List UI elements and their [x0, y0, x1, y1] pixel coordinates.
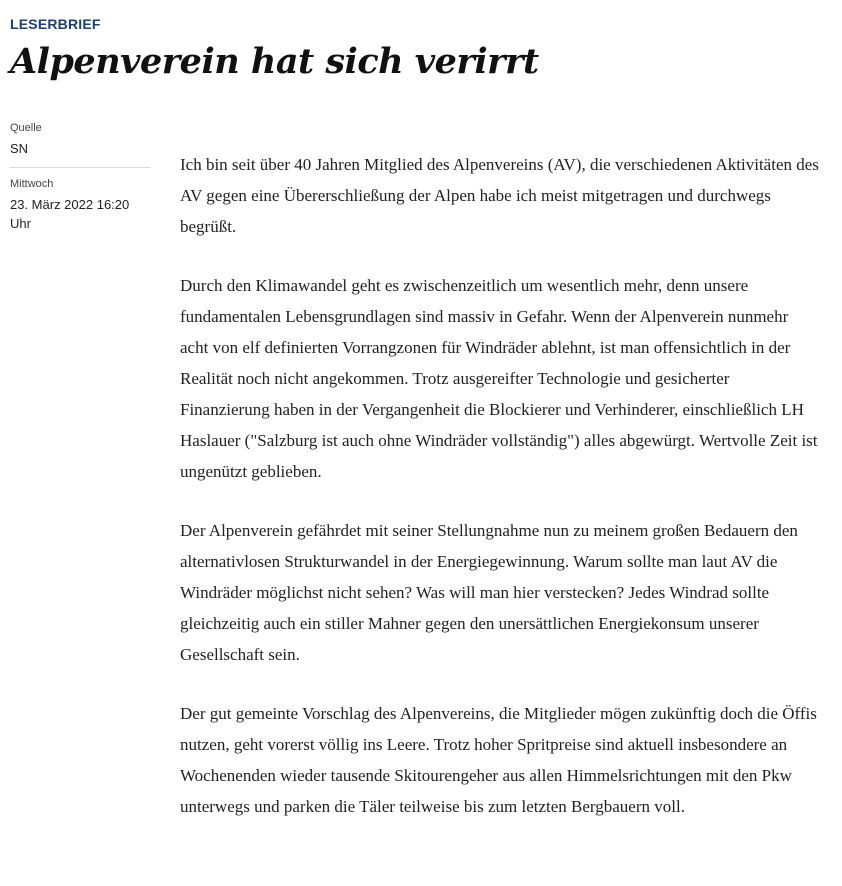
article-paragraph: Ich bin seit über 40 Jahren Mitglied des Alpenvereins (AV), die verschiedenen Aktivitäten des AV gegen eine Übererschließung der Alpen habe ich meist mitgetragen und durchwegs begrüßt.	[180, 155, 819, 236]
source-value: SN	[10, 141, 29, 156]
article-paragraph: Der Alpenverein gefährdet mit seiner Stellungnahme nun zu meinem großen Bedauern den alternativlosen Strukturwandel in der Energiegewinnung. Warum sollte man laut AV die Windräder möglichst nicht sehen? Was will man hier verstecken? Jedes Windrad sollte gleichzeitig auch ein stiller Mahner gegen den unersättlichen Energiekonsum unserer Gesellschaft sein.	[180, 521, 798, 664]
article-body	[180, 149, 820, 850]
article-paragraph: Durch den Klimawandel geht es zwischenzeitlich um wesentlich mehr, denn unsere fundamentalen Lebensgrundlagen sind massiv in Gefahr. Wenn der Alpenverein nunmehr acht von elf definierten Vorrangzonen für Windräder ablehnt, ist man offensichtlich in der Realität noch nicht angekommen. Trotz ausgereifter Technologie und gesicherter Finanzierung haben in der Vergangenheit die Blockierer und Verhinderer, einschließlich LH Haslauer ("Salzburg ist auch ohne Windräder vollständig") alles abgewürgt. Wertvolle Zeit ist ungenützt geblieben.	[180, 276, 818, 481]
source-label: Quelle	[10, 122, 42, 134]
meta-divider	[10, 167, 150, 168]
article-paragraph: Der gut gemeinte Vorschlag des Alpenvereins, die Mitglieder mögen zukünftig doch die Öffis nutzen, geht vorerst völlig ins Leere. Trotz hoher Spritpreise sind aktuell insbesondere an Wochenenden wieder tausende Skitourengeher aus allen Himmelsrichtungen mit den Pkw unterwegs und parken die Täler teilweise bis zum letzten Bergbauern voll.	[180, 704, 817, 816]
date-label: Mittwoch	[10, 178, 54, 190]
article-meta	[10, 121, 150, 233]
article-kicker[interactable]: LESERBRIEF	[10, 16, 101, 32]
article-title: Alpenverein hat sich verirrt	[10, 41, 539, 82]
publish-date: 23. März 2022 16:20 Uhr	[10, 197, 130, 231]
